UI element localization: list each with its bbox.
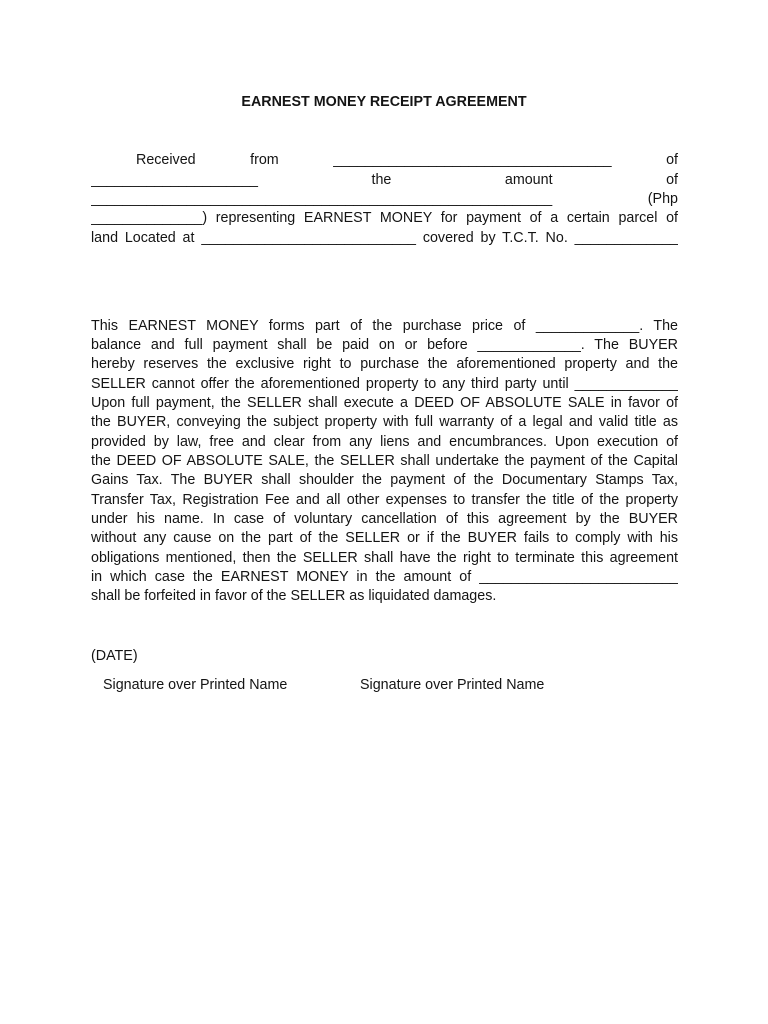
paragraph-line: Gains Tax. The BUYER shall shoulder the payment of the Documentary Stamps Tax,: [91, 472, 678, 488]
signature-right: Signature over Printed Name: [360, 677, 545, 693]
paragraph-line: SELLER cannot offer the aforementioned property to any third party until _____________: [91, 376, 678, 392]
paragraph-line: Upon full payment, the SELLER shall execute a DEED OF ABSOLUTE SALE in favor of: [91, 395, 678, 411]
date-label: (DATE): [91, 648, 138, 664]
document-title: EARNEST MONEY RECEIPT AGREEMENT: [241, 94, 527, 110]
paragraph-line: without any cause on the part of the SELLER or if the BUYER fails to comply with his: [91, 530, 678, 546]
paragraph-line: _____________________ the amount of: [91, 172, 678, 188]
paragraph-line: land Located at ___________________________ covered by T.C.T. No. _____________: [91, 230, 678, 246]
signature-left: Signature over Printed Name: [103, 677, 288, 693]
paragraph-line: the BUYER, conveying the subject property with full warranty of a legal and valid title as: [91, 414, 678, 430]
paragraph-line: shall be forfeited in favor of the SELLER as liquidated damages.: [91, 588, 497, 604]
paragraph-line: Transfer Tax, Registration Fee and all other expenses to transfer the title of the property: [91, 492, 678, 508]
paragraph-line: the DEED OF ABSOLUTE SALE, the SELLER shall undertake the payment of the Capital: [91, 453, 678, 469]
paragraph-line: obligations mentioned, then the SELLER shall have the right to terminate this agreement: [91, 550, 678, 566]
paragraph-line: under his name. In case of voluntary cancellation of this agreement by the BUYER: [91, 511, 678, 527]
paragraph-line: hereby reserves the exclusive right to purchase the aforementioned property and the: [91, 356, 678, 372]
paragraph-line: Received from ___________________________________ of: [136, 152, 678, 168]
paragraph-line: in which case the EARNEST MONEY in the amount of _________________________: [91, 569, 678, 585]
paragraph-line: This EARNEST MONEY forms part of the purchase price of _____________. The: [91, 318, 678, 334]
paragraph-line: provided by law, free and clear from any liens and encumbrances. Upon execution of: [91, 434, 678, 450]
paragraph-line: __________________________________________________________ (Php: [91, 191, 678, 207]
paragraph-line: ______________) representing EARNEST MONEY for payment of a certain parcel of: [91, 210, 678, 226]
paragraph-line: balance and full payment shall be paid on or before _____________. The BUYER: [91, 337, 678, 353]
